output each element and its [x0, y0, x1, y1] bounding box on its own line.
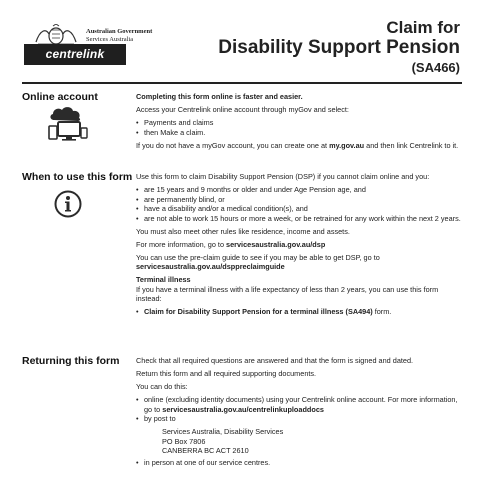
list-item: • then Make a claim.	[136, 128, 462, 138]
section-heading-returning: Returning this form	[22, 355, 120, 367]
returning-bullets	[136, 395, 462, 424]
info-icon	[54, 190, 82, 218]
address-line: CANBERRA BC ACT 2610	[162, 446, 249, 455]
gov-line2: Services Australia	[86, 36, 134, 43]
preclaim-text: You can use the pre-claim guide to see if you may be able to get DSP, go to	[136, 252, 380, 262]
when-bullets	[136, 185, 462, 223]
more-info-text: For more information, go to	[136, 239, 227, 249]
terminal-text: If you have a terminal illness with a life expectancy of less than 2 years, you can use this form instead:	[136, 284, 439, 303]
coat-of-arms-icon	[32, 24, 80, 46]
gov-line1: Australian Government	[86, 28, 153, 35]
address-line: Services Australia, Disability Services	[162, 427, 284, 436]
postal-address	[136, 427, 462, 456]
gov-wordmark	[86, 28, 152, 44]
list-item: • by post to	[136, 414, 462, 424]
terminal-form-suffix: form.	[372, 307, 392, 316]
list-item: • are 15 years and 9 months or older and under Age Pension age, and	[136, 185, 462, 195]
list-item	[136, 395, 462, 414]
title-line1: Claim for	[386, 18, 460, 37]
list-item	[136, 307, 462, 317]
when-preclaim	[136, 253, 462, 272]
returning-you-can: You can do this:	[136, 382, 188, 391]
address-line: PO Box 7806	[162, 436, 206, 446]
list-item: • are permanently blind, or	[136, 195, 462, 205]
list-item: • are not able to work 15 hours or more a week, or be retrained for any work within the next 2 years.	[136, 214, 462, 224]
list-item: • in person at one of our service centres.	[136, 458, 462, 468]
list-item: • have a disability and/or a medical condition(s), and	[136, 204, 462, 214]
preclaim-link[interactable]: servicesaustralia.gov.au/dsppreclaimguide	[136, 262, 285, 271]
cloud-devices-icon	[44, 104, 90, 142]
section-returning	[136, 356, 462, 471]
online-note-b: and then link Centrelink to it.	[364, 140, 459, 150]
list-item: • Payments and claims	[136, 118, 462, 128]
form-code: (SA466)	[411, 60, 460, 75]
section-heading-online: Online account	[22, 91, 98, 103]
returning-bullets-2	[136, 458, 462, 468]
when-rules: You must also meet other rules like residence, income and assets.	[136, 226, 350, 236]
returning-check: Check that all required questions are answered and that the form is signed and dated.	[136, 356, 414, 365]
centrelink-brand: centrelink	[24, 44, 126, 65]
terminal-form-name: Claim for Disability Support Pension for a terminal illness (SA494)	[144, 307, 373, 316]
terminal-heading: Terminal illness	[136, 275, 191, 284]
mygov-link[interactable]: my.gov.au	[329, 140, 365, 150]
header-divider	[22, 82, 462, 84]
section-heading-when: When to use this form	[22, 171, 133, 183]
online-note	[136, 141, 462, 151]
form-title	[218, 18, 460, 76]
returning-return: Return this form and all required supporting documents.	[136, 369, 317, 378]
section-online	[136, 92, 462, 154]
when-more-info	[136, 240, 462, 250]
online-upload-text: online (excluding identity documents) using your Centrelink online account. For more information, go to	[144, 395, 458, 414]
online-note-a: If you do not have a myGov account, you can create one at	[136, 140, 330, 150]
online-lead: Completing this form online is faster and easier.	[136, 92, 303, 101]
when-intro: Use this form to claim Disability Support Pension (DSP) if you cannot claim online and you:	[136, 172, 430, 181]
section-when	[136, 172, 462, 320]
terminal-bullets	[136, 307, 462, 317]
online-intro: Access your Centrelink online account through myGov and select:	[136, 105, 349, 114]
title-line2: Disability Support Pension	[218, 37, 460, 58]
online-bullets	[136, 118, 462, 137]
dsp-link[interactable]: servicesaustralia.gov.au/dsp	[226, 239, 326, 249]
upload-docs-link[interactable]: servicesaustralia.gov.au/centrelinkuploaddocs	[162, 404, 324, 414]
